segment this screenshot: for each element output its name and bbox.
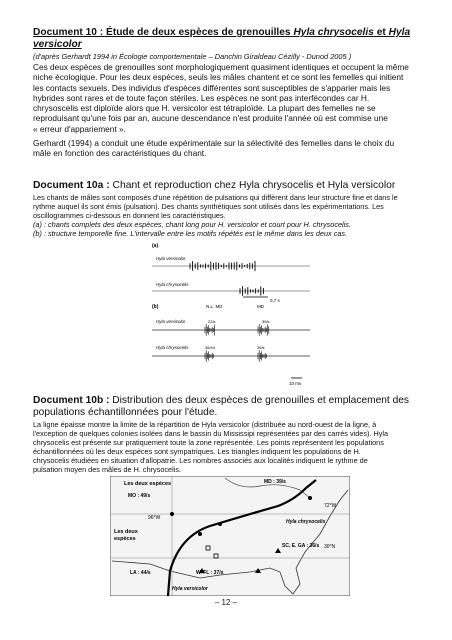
osc-hv-label: Hyla versicolor — [156, 256, 186, 261]
intro-line: niche écologique. Pour les deux espèces, seuls les mâles chantent et ce sont les femelles qui initient — [33, 72, 404, 83]
gerhardt-line: mâle en fonction des caractéristiques du chant. — [33, 148, 207, 159]
gerhardt-line: Gerhardt (1994) a conduit une étude expérimentale sur la sélectivité des femelles dans le choix du — [33, 138, 395, 148]
doc10b-line: La ligne épaisse montre la limite de la répartition de Hyla versicolor (distribuée au nord-ouest de la ligne, à — [33, 420, 377, 429]
doc10a-line: oscillogrammes ci-dessous en donnent les caractéristiques. — [33, 210, 226, 220]
title-prefix: Document 10 : Étude de deux espèces de grenouilles — [33, 27, 294, 38]
intro-line: chrysoscelis est diploïde alors que H. versicolor est tétraploïde. La plupart des femelles ne se — [33, 103, 376, 114]
doc10a-item: (b) : structure temporelle fine. L'intervalle entre les motifs répétés est le même dans les deux cas. — [33, 228, 348, 238]
doc10b-line: échantillonnées où les deux espèces sont sympatriques. Les triangles indiquent les populations de H. — [33, 446, 361, 456]
osc-hc-fine-waveform — [152, 350, 310, 362]
map-label-wfl: W. FL : 37/s — [196, 570, 224, 576]
title-species-2: Hyla versicolor — [33, 27, 411, 50]
map-label-hc: Hyla chrysocelis — [286, 519, 326, 525]
doc10b-label: Document 10b : — [33, 395, 110, 406]
osc-hv-b-label: Hyla versicolor — [156, 319, 186, 324]
panel-a-label: (a) — [152, 243, 159, 249]
doc10a-title: Chant et reproduction chez Hyla chrysocelis et Hyla versicolor — [109, 180, 396, 191]
doc10b-text — [33, 421, 423, 474]
doc10a-label: Document 10a : — [33, 180, 110, 191]
hc-rate-1: 46/44 — [205, 345, 216, 350]
intro-line: « erreur d'appariement ». — [33, 123, 126, 134]
map-label-especes: espèces — [114, 536, 136, 542]
osc-hc-waveform — [152, 286, 310, 296]
title-and: et — [373, 27, 389, 38]
doc10a-line: rythme auquel ils sont émis (pulsation). Des chants synthétiques sont utilisés dans les expérimentations. Les — [33, 201, 384, 211]
doc10b-line: chrysocelis étudiées en situation d'allopatrie. Les nombres associés aux localités indiquent le rythme de — [33, 455, 368, 465]
gerhardt-paragraph — [33, 138, 423, 159]
doc10a-item: (a) : chants complets des deux espèces, chant long pour H. versicolor et court pour H. chrysocelis. — [33, 219, 351, 229]
map-label-les-deux: Les deux — [114, 529, 138, 535]
intro-paragraph — [33, 62, 423, 134]
title-species-1: Hyla chrysocelis — [293, 27, 374, 38]
osc-hc-b-label: Hyla chrysocelis — [156, 345, 189, 350]
distribution-map — [110, 476, 350, 596]
legend-both-species: Les deux espèces — [124, 481, 172, 487]
osc-hv-waveform — [152, 261, 310, 271]
hv-rate-1: 22/s — [208, 319, 216, 324]
scale-a-label: 0,7 s — [270, 298, 280, 303]
doc10a-heading — [33, 180, 423, 192]
scale-b-label: 10 ms — [289, 381, 302, 386]
map-label-96w: 96°W — [148, 515, 161, 521]
population-dot — [218, 522, 222, 526]
osc-hc-label: Hyla chrysocelis — [156, 282, 189, 287]
md-label: MD — [257, 304, 264, 309]
population-dot — [308, 496, 312, 500]
map-label-30n: 30°N — [324, 544, 336, 550]
hc-rate-2: 39/s — [257, 345, 265, 350]
page-number: – 12 – — [214, 598, 238, 607]
intro-line: Ces deux espèces de grenouilles sont morphologiquement quasiment identiques et occupent la même — [33, 62, 409, 72]
intro-line: hybrides sont rares et de toute façon stériles. Les espèces ne sont pas interfécondes car H. — [33, 92, 370, 103]
doc10b-line: pulsation moyen des mâles de H. chrysocelis. — [33, 464, 182, 474]
map-label-hv: Hyla versicolor — [172, 586, 208, 592]
map-label-mo: MO : 49/s — [128, 493, 151, 499]
osc-hv-fine-waveform — [152, 324, 310, 336]
population-dot — [170, 512, 174, 516]
oscillogram-figure — [150, 240, 320, 390]
intro-line: les contacts sexuels. Des individus d'espèces différentes sont susceptibles de s'apparier mais les — [33, 82, 391, 93]
doc10b-line: l'exception de quelques colonies isolées dans le bassin du Mississipi représentées par des carrés vides). Hyla — [33, 428, 389, 438]
map-label-sc-ega: SC, E. GA : 36/s — [282, 543, 320, 549]
population-dot — [198, 532, 202, 536]
panel-b-label: (b) — [152, 304, 159, 310]
intro-line: reproduisant qu'une fois par an, aucune descendance n'est produite l'année où est commise une — [33, 113, 388, 124]
nl-md-label: N.L. MD — [206, 304, 223, 309]
doc10b-heading — [33, 395, 433, 418]
map-label-md: MD : 39/s — [264, 479, 286, 485]
doc10a-line: Les chants de mâles sont composés d'une répétition de pulsations qui diffèrent dans leur structure fine et dans le — [33, 193, 398, 202]
document-title — [33, 27, 423, 51]
doc10b-line: chrysocelis est présente sur pratiquement toute la zone représentée. Les points représentent les populations — [33, 437, 384, 447]
hv-rate-2: 39/s — [262, 319, 270, 324]
map-label-la: LA : 44/s — [130, 570, 151, 576]
doc10a-text — [33, 194, 423, 239]
reference: (d'après Gerhardt 1994 in Écologie comportementale – Danchin Giraldeau Cézilly - Dunod 2005 ) — [33, 52, 352, 61]
map-label-72w: 72°W — [324, 503, 337, 509]
doc10b-title: Distribution des deux espèces de grenouilles et emplacement des populations échantillonnées pour l'étude. — [33, 395, 409, 418]
